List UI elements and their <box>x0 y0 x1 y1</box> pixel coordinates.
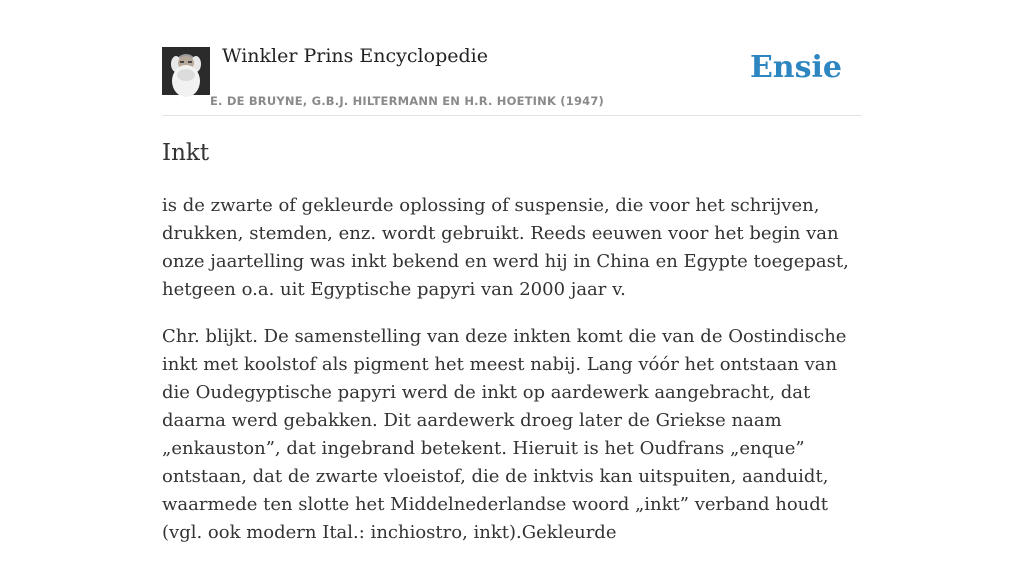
article-paragraph: Chr. blijkt. De samenstelling van deze inkten komt die van de Oostindische inkt met koolstof als pigment het meest nabij. Lang vóór het ontstaan van die Oudegyptische papyri werd de inkt op aardewerk aangebracht, dat daarna werd gebakken. Dit aardewerk droeg later de Griekse naam „enkauston”, dat ingebrand betekent. Hieruit is het Oudfrans „enque” ontstaan, dat de zwarte vloeistof, die de inktvis kan uitspuiten, aanduidt, waarmede ten slotte het Middelnederlandse woord „inkt” verband houdt (vgl. ook modern Ital.: inchiostro, inkt).Gekleurde <box>162 326 847 543</box>
article-paragraph: is de zwarte of gekleurde oplossing of suspensie, die voor het schrijven, drukken, stemden, enz. wordt gebruikt. Reeds eeuwen voor het begin van onze jaartelling was inkt bekend en werd hij in China en Egypte toegepast, hetgeen o.a. uit Egyptische papyri van 2000 jaar v. <box>162 195 849 300</box>
site-title[interactable]: Winkler Prins Encyclopedie <box>222 45 488 67</box>
article-title: Inkt <box>162 140 210 166</box>
article-body <box>162 192 862 566</box>
authors-line: E. DE BRUYNE, G.B.J. HILTERMANN EN H.R. HOETINK (1947) <box>210 94 605 108</box>
site-header <box>162 0 862 116</box>
portrait-icon <box>162 47 210 95</box>
author-avatar <box>162 47 210 95</box>
brand-logo[interactable]: Ensie <box>749 50 842 85</box>
